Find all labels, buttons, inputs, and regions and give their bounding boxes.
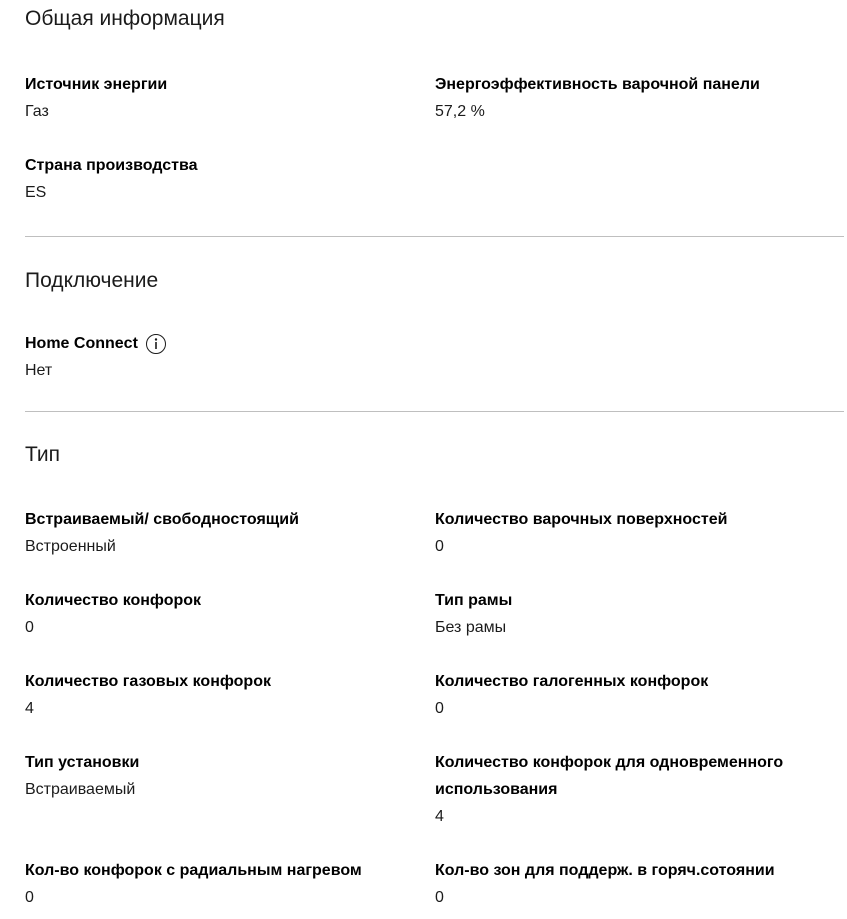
spec-label: Энергоэффективность варочной панели	[435, 76, 760, 93]
spec-label: Кол-во конфорок с радиальным нагревом	[25, 862, 362, 879]
spec-page	[25, 0, 844, 911]
spec-value: 4	[435, 808, 444, 825]
spec-label: Количество варочных поверхностей	[435, 511, 728, 528]
spec-item-energy-efficiency	[435, 71, 844, 125]
spec-label: Количество галогенных конфорок	[435, 673, 709, 690]
spec-grid-type	[25, 506, 844, 911]
spec-value: 0	[435, 700, 444, 717]
spec-label: Страна производства	[25, 157, 198, 174]
spec-item-energy-source	[25, 71, 435, 125]
spec-item-installation-type	[25, 749, 435, 830]
spec-item-country	[25, 152, 435, 206]
spec-value: 0	[25, 889, 34, 906]
section-general-info	[25, 0, 844, 206]
spec-item-burners	[25, 587, 435, 641]
section-title-type: Тип	[25, 443, 61, 466]
spec-item-cooking-surfaces	[435, 506, 844, 560]
spec-label: Home Connect	[25, 335, 138, 352]
spec-item-gas-burners	[25, 668, 435, 722]
spec-item-simultaneous-burners	[435, 749, 844, 830]
spec-label-row	[25, 330, 435, 357]
spec-value: Встраиваемый	[25, 781, 136, 798]
spec-label: Встраиваемый/ свободностоящий	[25, 511, 299, 528]
spec-item-radiant-burners	[25, 857, 435, 911]
spec-value: 0	[435, 538, 444, 555]
section-title-connection: Подключение	[25, 269, 159, 292]
info-icon[interactable]	[146, 334, 166, 354]
spec-grid-general	[25, 71, 844, 206]
spec-label: Тип рамы	[435, 592, 513, 609]
spec-value: 57,2 %	[435, 103, 485, 120]
spec-value: ES	[25, 184, 47, 201]
spec-value: Газ	[25, 103, 49, 120]
spec-value: Без рамы	[435, 619, 507, 636]
spec-label: Количество газовых конфорок	[25, 673, 271, 690]
spec-label: Источник энергии	[25, 76, 168, 93]
spec-value: Встроенный	[25, 538, 116, 555]
spec-item-frame-type	[435, 587, 844, 641]
spec-value: 0	[25, 619, 34, 636]
spec-item-installation-kind	[25, 506, 435, 560]
spec-item-halogen-burners	[435, 668, 844, 722]
spec-label: Количество конфорок для одновременного использования	[435, 754, 784, 798]
spec-value: 4	[25, 700, 34, 717]
section-connection	[25, 237, 844, 384]
spec-value: Нет	[25, 362, 53, 379]
spec-label: Тип установки	[25, 754, 140, 771]
section-title-general: Общая информация	[25, 7, 225, 30]
spec-value: 0	[435, 889, 444, 906]
spec-label: Кол-во зон для поддерж. в горяч.сотоянии	[435, 862, 775, 879]
spec-item-home-connect	[25, 330, 435, 384]
spec-label: Количество конфорок	[25, 592, 202, 609]
spec-item-keep-warm-zones	[435, 857, 844, 911]
section-type	[25, 412, 844, 911]
spec-grid-connection	[25, 330, 844, 384]
